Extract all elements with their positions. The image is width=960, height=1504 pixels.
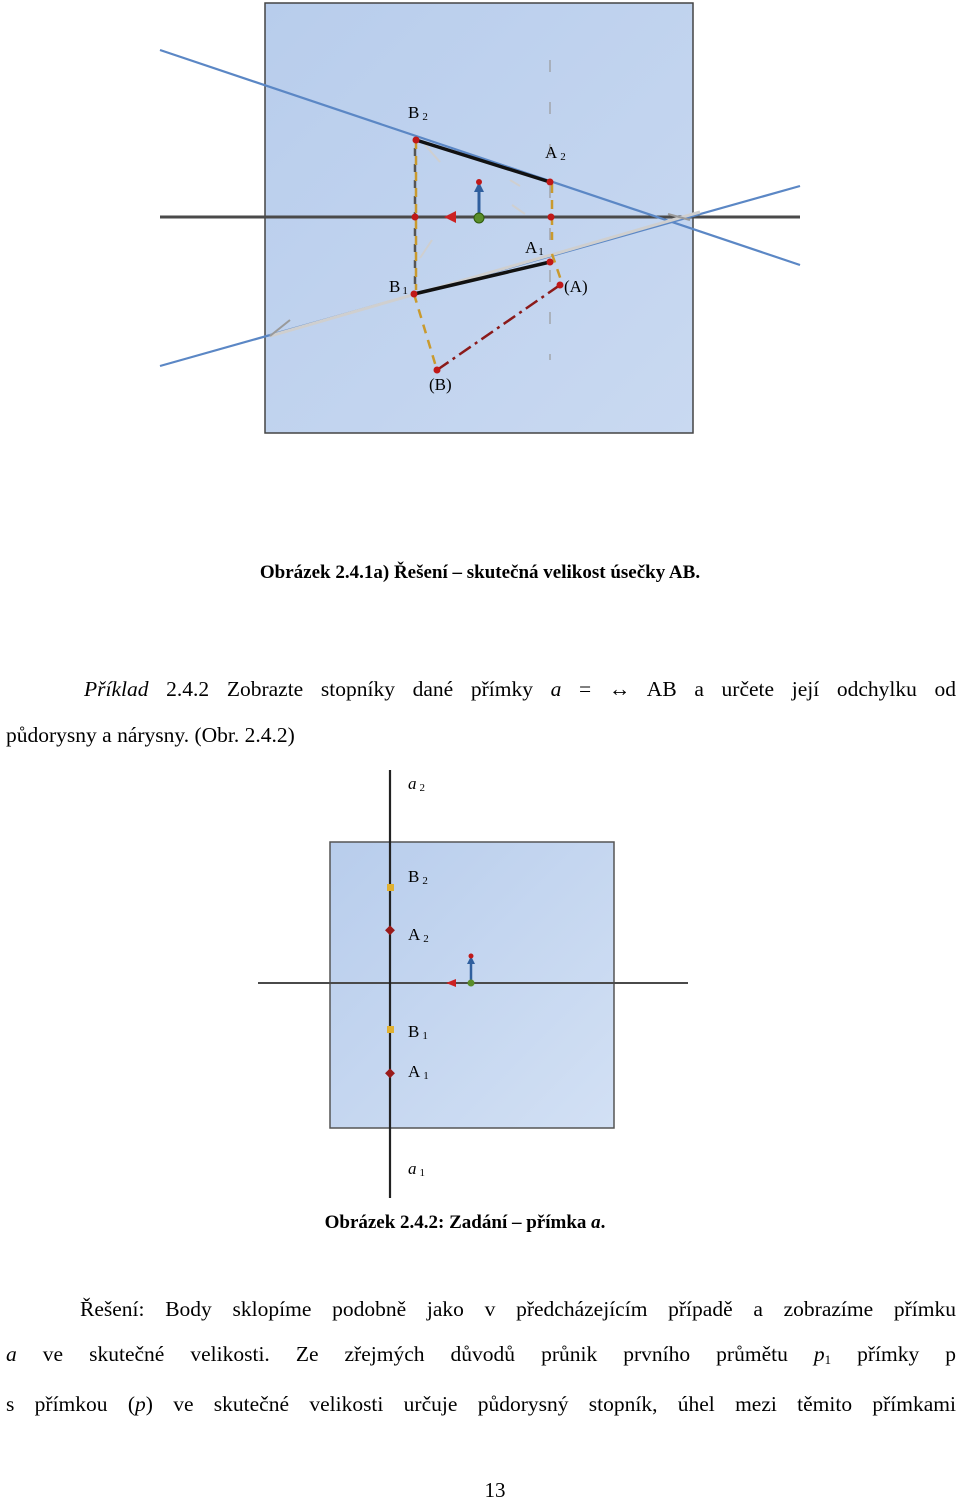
point-rot-a [557, 282, 564, 289]
label-b2: B 2 [408, 103, 428, 123]
point-b2-marker [387, 884, 394, 891]
point-rot-b [434, 367, 441, 374]
label-a1-line: a 1 [408, 1159, 425, 1179]
figure-1 [0, 0, 960, 450]
figure-2-caption-end: . [600, 1212, 606, 1233]
point-a1 [547, 259, 554, 266]
point-a-x [548, 214, 555, 221]
label-a1: A1 [525, 238, 544, 258]
solution-line-1: Řešení: Body sklopíme podobně jako v předcházejícím případě a zobrazíme přímku [80, 1297, 956, 1321]
label-a2: A 2 [408, 925, 429, 945]
example-line-1 [6, 666, 956, 712]
point-b2 [413, 137, 420, 144]
label-a1: A 1 [408, 1062, 429, 1082]
solution-var-a: a [6, 1342, 17, 1366]
solution-line-3 [6, 1381, 956, 1427]
label-a2: A 2 [545, 143, 566, 163]
point-a2 [547, 179, 554, 186]
label-b2: B 2 [408, 867, 428, 887]
origin-point [468, 980, 475, 987]
solution-text-2b: přímky p [831, 1342, 957, 1366]
figure-1-caption: Obrázek 2.4.1a) Řešení – skutečná velikost úsečky AB. [259, 562, 701, 583]
example-paragraph [6, 666, 956, 758]
solution-text-3b: ) ve skutečné velikosti určuje půdorysný stopník, úhel mezi těmito přímkami [145, 1392, 956, 1417]
figure-2-caption-text: Obrázek 2.4.2: Zadání – přímka [324, 1212, 592, 1233]
point-b1 [411, 291, 418, 298]
solution-var-p2: p [135, 1392, 146, 1417]
label-rot-b: (B) [429, 375, 452, 394]
example-number: 2.4.2 [166, 677, 210, 701]
point-b-x [412, 214, 419, 221]
label-rot-a: (A) [564, 277, 588, 296]
label-b1: B 1 [389, 277, 408, 297]
solution-text-2a: ve skutečné velikosti. Ze zřejmých důvodů průnik prvního průmětu [16, 1342, 814, 1366]
page-number: 13 [484, 1478, 506, 1502]
point-z-top [476, 179, 482, 185]
solution-line-2 [6, 1331, 956, 1383]
solution-sub-1: 1 [824, 1353, 832, 1368]
point-b1-marker [387, 1026, 394, 1033]
example-var: a [550, 677, 562, 701]
figure-2-caption [0, 1212, 930, 1234]
label-a2-line: a 2 [408, 774, 425, 794]
figure-2 [250, 760, 690, 1205]
example-line-2: půdorysny a nárysny. (Obr. 2.4.2) [6, 723, 295, 747]
solution-text-3a: s přímkou ( [6, 1392, 135, 1417]
example-text-b: = ↔ AB a určete její odchylku od [561, 677, 957, 701]
example-label: Příklad [84, 677, 149, 701]
origin-point [474, 213, 484, 223]
solution-paragraph [6, 1286, 956, 1427]
example-text-a: Zobrazte stopníky dané přímky [209, 677, 551, 701]
figure-2-caption-var: a [591, 1212, 601, 1233]
solution-var-p: p [813, 1342, 825, 1366]
label-b1: B 1 [408, 1022, 428, 1042]
point-z-top [469, 954, 474, 959]
